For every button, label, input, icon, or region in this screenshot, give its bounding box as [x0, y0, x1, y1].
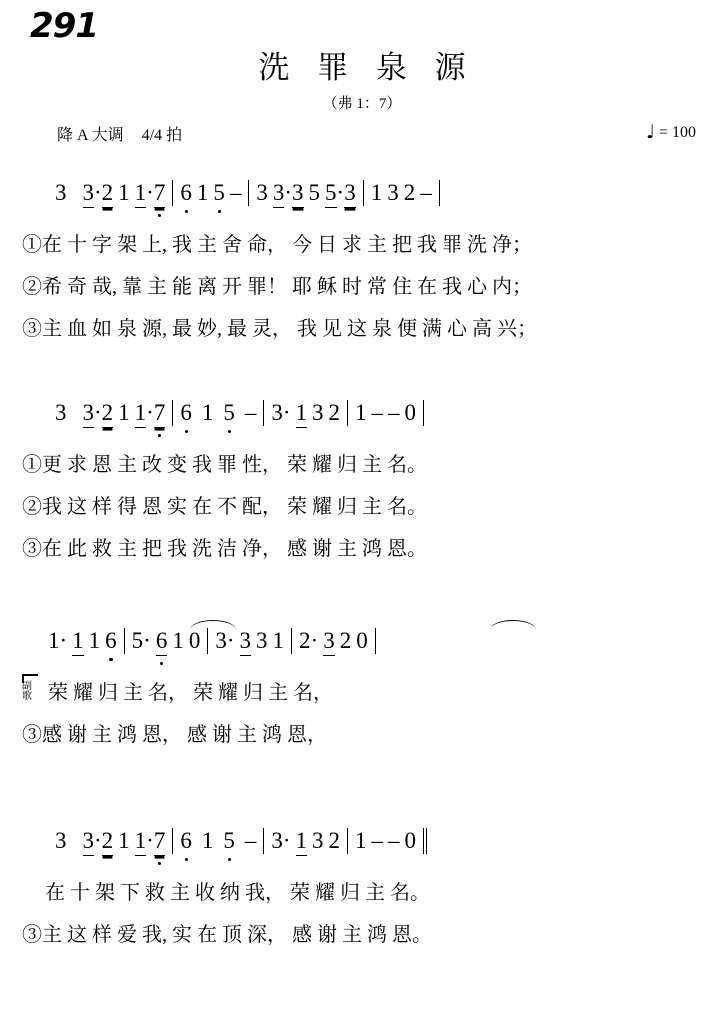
- lyric-text: 主 这 样 爱 我, 实 在 顶 深， 感 谢 主 鸿 恩。: [42, 924, 432, 946]
- page-title: 洗 罪 泉 源: [258, 50, 476, 85]
- verse-number: ①: [22, 454, 42, 476]
- lyric-text: 希 奇 哉, 靠 主 能 离 开 罪！ 耶 稣 时 常 住 在 我 心 内；: [42, 276, 532, 298]
- slur-2: [490, 620, 536, 630]
- lyric-text: 感 谢 主 鸿 恩， 感 谢 主 鸿 恩，: [42, 724, 327, 746]
- lyric-text: 在 十 架 下 救 主 收 纳 我， 荣 耀 归 主 名。: [45, 882, 430, 904]
- verse-number: ③: [22, 318, 42, 340]
- lyric-line: [0, 490, 724, 519]
- music-system-1: [0, 180, 724, 341]
- lyric-text: 我 这 样 得 恩 实 在 不 配， 荣 耀 归 主 名。: [42, 496, 427, 518]
- lyric-text: 荣 耀 归 主 名， 荣 耀 归 主 名，: [48, 682, 333, 704]
- verse-number: ②: [22, 276, 42, 298]
- lyric-line: [0, 312, 724, 341]
- lyric-line: [0, 718, 724, 747]
- tempo-value: = 100: [658, 124, 696, 141]
- lyric-line: [0, 676, 724, 705]
- lyric-line: [0, 918, 724, 947]
- slur-1: [190, 620, 236, 630]
- lyric-line: [0, 532, 724, 561]
- lyric-text: 在 十 字 架 上, 我 主 舍 命， 今 日 求 主 把 我 罪 洗 净；: [42, 234, 532, 256]
- verse-number: ②: [22, 496, 42, 518]
- verse-number: ①: [22, 234, 42, 256]
- key-signature: [57, 122, 182, 145]
- notation-row: 3 3·2 1 1·7 6 1 5 – 3· 1 3 2 1 – – 0: [0, 400, 724, 428]
- key-label: 降 A 大调: [57, 127, 124, 144]
- refrain-label: 副 歌: [22, 681, 32, 702]
- verse-number: ③: [22, 924, 42, 946]
- notation-row: 3 3·2 1 1·7 6 1 5 – 3 3·3 5 5·3 1 3 2 –: [0, 180, 724, 208]
- music-system-2: [0, 400, 724, 561]
- lyric-text: 更 求 恩 主 改 变 我 罪 性， 荣 耀 归 主 名。: [42, 454, 427, 476]
- lyric-line: [0, 448, 724, 477]
- lyric-line: [0, 876, 724, 905]
- verse-number: ③: [22, 538, 42, 560]
- notation-row: 3 3·2 1 1·7 6 1 5 – 3· 1 3 2 1 – – 0: [0, 828, 724, 856]
- notation-row: 1· 1 1 6 5· 6 1 0 3· 3 3 1 2· 3 2 0: [0, 628, 724, 656]
- lyric-text: 在 此 救 主 把 我 洗 洁 净， 感 谢 主 鸿 恩。: [42, 538, 427, 560]
- lyric-text: 主 血 如 泉 源, 最 妙, 最 灵， 我 见 这 泉 便 满 心 高 兴；: [42, 318, 537, 340]
- scripture-reference: （弗 1：7）: [322, 96, 402, 112]
- lyric-line: [0, 270, 724, 299]
- music-system-4: [0, 828, 724, 947]
- verse-number: ③: [22, 724, 42, 746]
- meter-label: 4/4 拍: [141, 127, 183, 144]
- hymn-number: 291: [30, 6, 98, 46]
- lyric-line: [0, 228, 724, 257]
- quarter-note-icon: ♩: [646, 121, 655, 143]
- tempo-marking: [646, 120, 696, 142]
- music-system-3: [0, 628, 724, 747]
